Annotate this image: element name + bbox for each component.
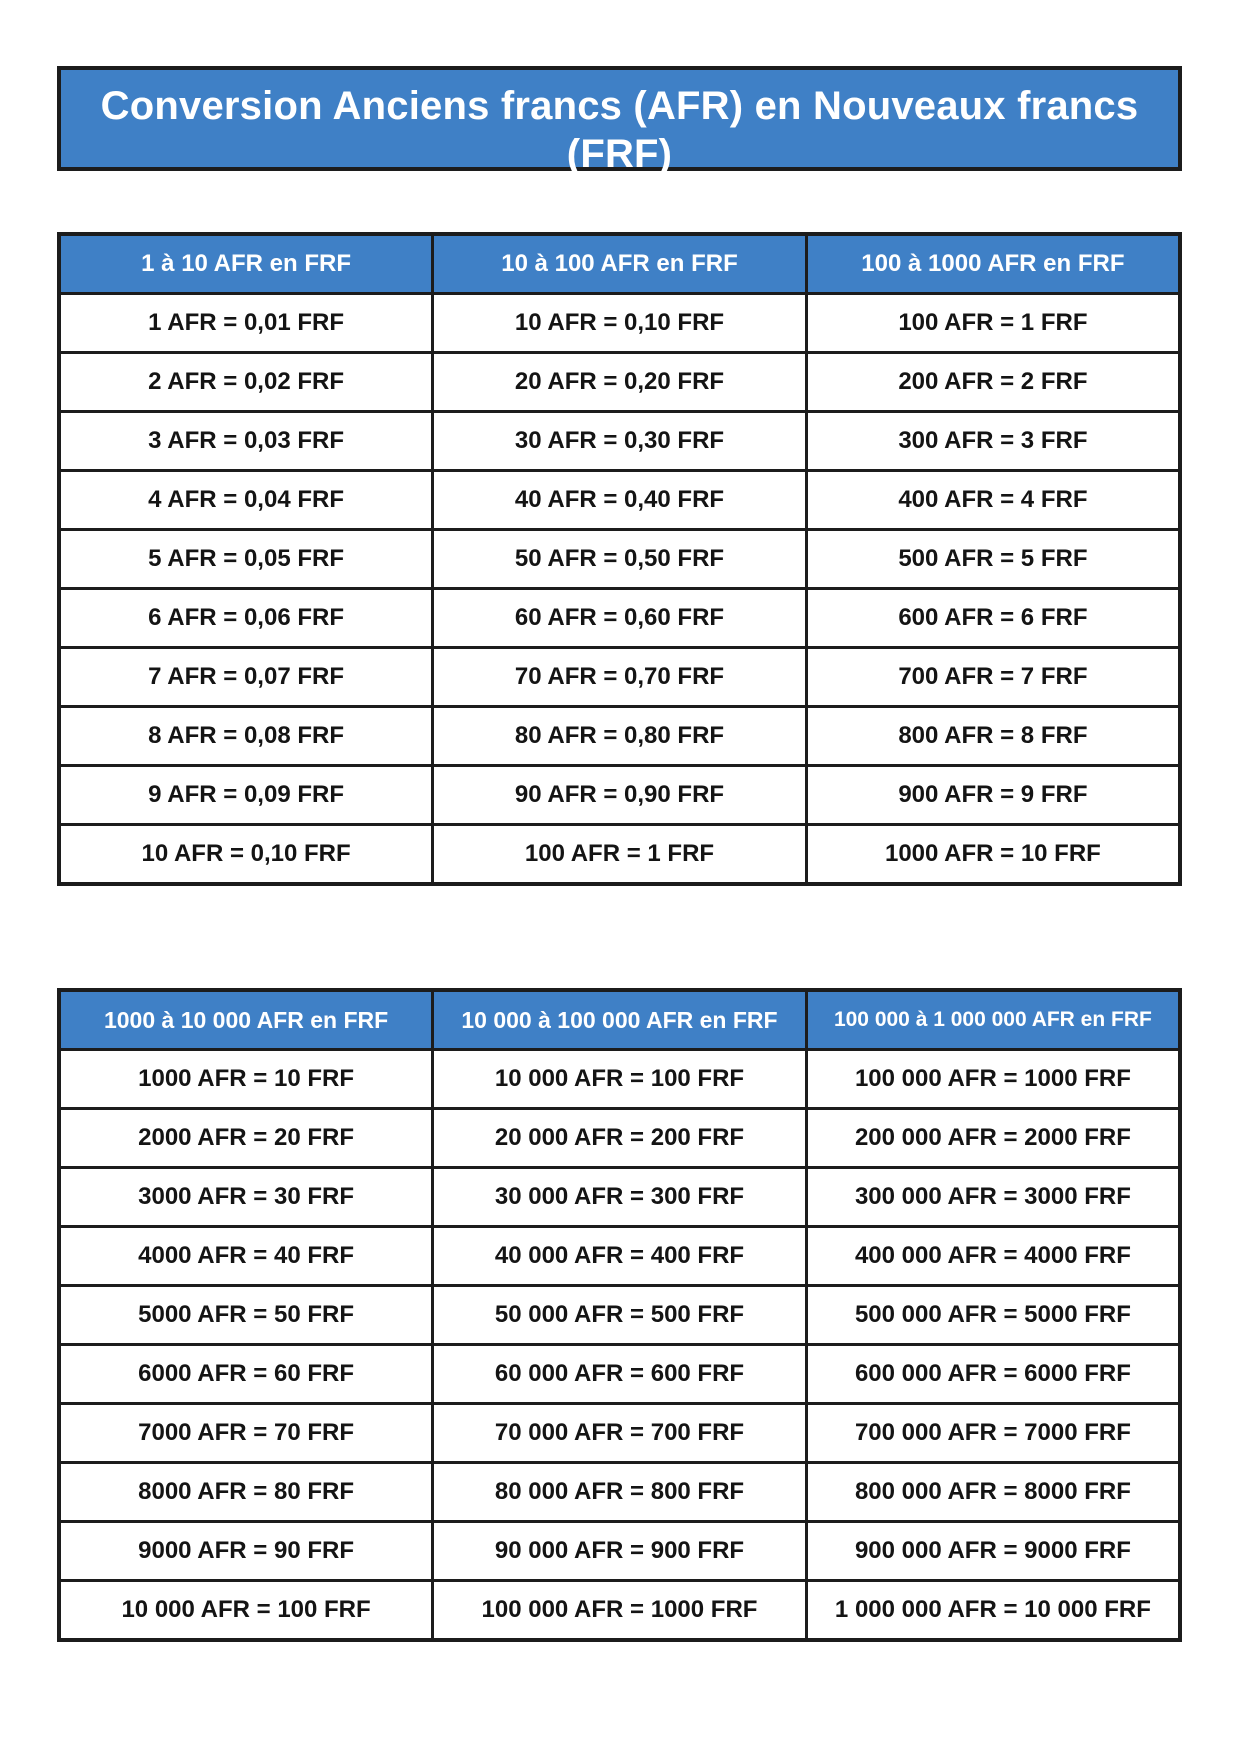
table-cell: 9000 AFR = 90 FRF [59, 1522, 433, 1581]
table-cell: 30 000 AFR = 300 FRF [433, 1168, 807, 1227]
table-cell: 60 000 AFR = 600 FRF [433, 1345, 807, 1404]
website-url: www.franc-euro.fr [534, 184, 705, 206]
table-row [59, 1227, 1180, 1286]
table-cell: 20 AFR = 0,20 FRF [433, 353, 807, 412]
table-cell: 700 000 AFR = 7000 FRF [806, 1404, 1180, 1463]
table-row [59, 589, 1180, 648]
title-banner [57, 66, 1182, 206]
column-header: 100 à 1000 AFR en FRF [806, 234, 1180, 294]
table-row [59, 766, 1180, 825]
table-cell: 1 AFR = 0,01 FRF [59, 294, 433, 353]
table-header-row [59, 234, 1180, 294]
table-cell: 40 000 AFR = 400 FRF [433, 1227, 807, 1286]
table-cell: 500 AFR = 5 FRF [806, 530, 1180, 589]
column-header: 1000 à 10 000 AFR en FRF [59, 990, 433, 1050]
table-row [59, 1581, 1180, 1641]
column-header: 100 000 à 1 000 000 AFR en FRF [806, 990, 1180, 1050]
table-cell: 1000 AFR = 10 FRF [806, 825, 1180, 885]
table-cell: 300 AFR = 3 FRF [806, 412, 1180, 471]
table-cell: 60 AFR = 0,60 FRF [433, 589, 807, 648]
table-cell: 30 AFR = 0,30 FRF [433, 412, 807, 471]
table-row [59, 1404, 1180, 1463]
table-cell: 600 000 AFR = 6000 FRF [806, 1345, 1180, 1404]
table-cell: 900 000 AFR = 9000 FRF [806, 1522, 1180, 1581]
table-cell: 5 AFR = 0,05 FRF [59, 530, 433, 589]
table-cell: 10 000 AFR = 100 FRF [433, 1050, 807, 1109]
table-row [59, 1050, 1180, 1109]
conversion-table-small-amounts [57, 232, 1182, 886]
conversion-table-large-amounts [57, 988, 1182, 1642]
table-cell: 7 AFR = 0,07 FRF [59, 648, 433, 707]
table-row [59, 294, 1180, 353]
table-row [59, 1345, 1180, 1404]
table-cell: 50 000 AFR = 500 FRF [433, 1286, 807, 1345]
table-row [59, 530, 1180, 589]
table-cell: 300 000 AFR = 3000 FRF [806, 1168, 1180, 1227]
table-cell: 80 AFR = 0,80 FRF [433, 707, 807, 766]
table-cell: 2000 AFR = 20 FRF [59, 1109, 433, 1168]
table-cell: 400 AFR = 4 FRF [806, 471, 1180, 530]
table-cell: 10 AFR = 0,10 FRF [433, 294, 807, 353]
table-cell: 9 AFR = 0,09 FRF [59, 766, 433, 825]
table-cell: 400 000 AFR = 4000 FRF [806, 1227, 1180, 1286]
table-cell: 100 000 AFR = 1000 FRF [433, 1581, 807, 1641]
table-cell: 100 AFR = 1 FRF [433, 825, 807, 885]
table-row [59, 1168, 1180, 1227]
table-cell: 1 000 000 AFR = 10 000 FRF [806, 1581, 1180, 1641]
table-cell: 500 000 AFR = 5000 FRF [806, 1286, 1180, 1345]
column-header: 10 à 100 AFR en FRF [433, 234, 807, 294]
table-cell: 6 AFR = 0,06 FRF [59, 589, 433, 648]
table-cell: 900 AFR = 9 FRF [806, 766, 1180, 825]
table-cell: 8 AFR = 0,08 FRF [59, 707, 433, 766]
table-row [59, 1109, 1180, 1168]
table-cell: 20 000 AFR = 200 FRF [433, 1109, 807, 1168]
table-cell: 10 AFR = 0,10 FRF [59, 825, 433, 885]
table-cell: 100 AFR = 1 FRF [806, 294, 1180, 353]
table-row [59, 1286, 1180, 1345]
table-cell: 70 000 AFR = 700 FRF [433, 1404, 807, 1463]
table-row [59, 1463, 1180, 1522]
table-row [59, 412, 1180, 471]
table-cell: 600 AFR = 6 FRF [806, 589, 1180, 648]
table-cell: 7000 AFR = 70 FRF [59, 1404, 433, 1463]
page-title: Conversion Anciens francs (AFR) en Nouveaux francs (FRF) [100, 84, 1139, 176]
table-row [59, 707, 1180, 766]
table-cell: 4000 AFR = 40 FRF [59, 1227, 433, 1286]
table-cell: 3 AFR = 0,03 FRF [59, 412, 433, 471]
table-row [59, 825, 1180, 885]
table-cell: 100 000 AFR = 1000 FRF [806, 1050, 1180, 1109]
table-cell: 4 AFR = 0,04 FRF [59, 471, 433, 530]
table-cell: 1000 AFR = 10 FRF [59, 1050, 433, 1109]
table-cell: 8000 AFR = 80 FRF [59, 1463, 433, 1522]
table-row [59, 353, 1180, 412]
table-cell: 50 AFR = 0,50 FRF [433, 530, 807, 589]
table-cell: 6000 AFR = 60 FRF [59, 1345, 433, 1404]
table-cell: 40 AFR = 0,40 FRF [433, 471, 807, 530]
table-cell: 70 AFR = 0,70 FRF [433, 648, 807, 707]
table-cell: 200 000 AFR = 2000 FRF [806, 1109, 1180, 1168]
table-cell: 800 AFR = 8 FRF [806, 707, 1180, 766]
table-row [59, 1522, 1180, 1581]
column-header: 1 à 10 AFR en FRF [59, 234, 433, 294]
table-cell: 3000 AFR = 30 FRF [59, 1168, 433, 1227]
column-header: 10 000 à 100 000 AFR en FRF [433, 990, 807, 1050]
table-cell: 2 AFR = 0,02 FRF [59, 353, 433, 412]
table-row [59, 471, 1180, 530]
table-cell: 90 000 AFR = 900 FRF [433, 1522, 807, 1581]
table-header-row [59, 990, 1180, 1050]
table-cell: 10 000 AFR = 100 FRF [59, 1581, 433, 1641]
table-cell: 90 AFR = 0,90 FRF [433, 766, 807, 825]
table-cell: 80 000 AFR = 800 FRF [433, 1463, 807, 1522]
table-cell: 5000 AFR = 50 FRF [59, 1286, 433, 1345]
table-cell: 200 AFR = 2 FRF [806, 353, 1180, 412]
table-row [59, 648, 1180, 707]
table-cell: 700 AFR = 7 FRF [806, 648, 1180, 707]
table-cell: 800 000 AFR = 8000 FRF [806, 1463, 1180, 1522]
